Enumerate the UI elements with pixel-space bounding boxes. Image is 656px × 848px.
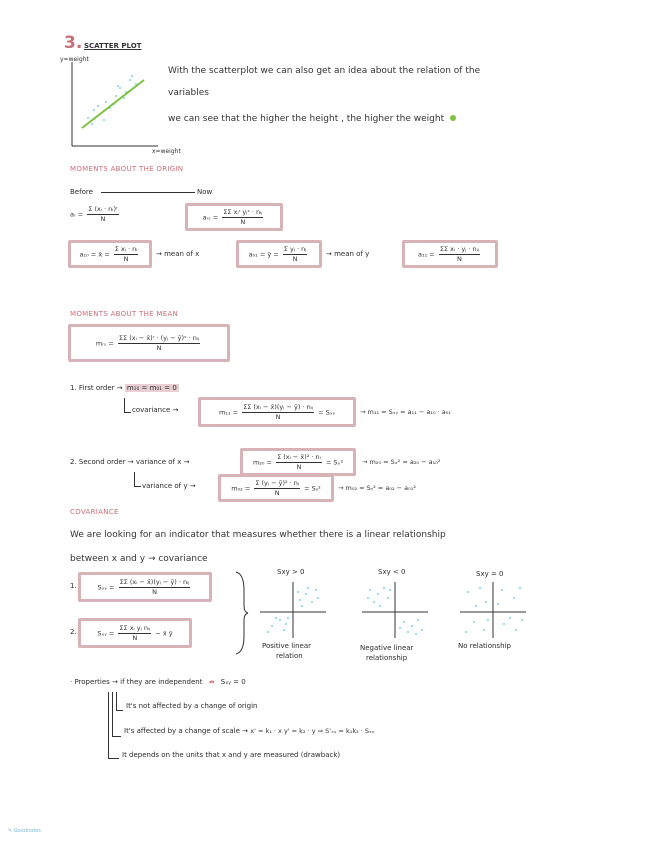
first-order-bracket (124, 398, 131, 413)
plot-positive (258, 580, 328, 640)
property-3: It depends on the units that x and y are measured (drawback) (122, 751, 341, 759)
m11-alt-formula: → m₁₁ = Sₓᵧ = a₁₁ − a₁₀ · a₀₁ (360, 408, 452, 416)
covariance-heading: COVARIANCE (70, 508, 119, 516)
plot-1-caption-2: relation (276, 652, 303, 660)
cov-formula-2-number: 2. (70, 628, 77, 636)
formula-m20-box: m₂₀ = $\frac{\text{Σ (xᵢ − x̄)² · nᵢ}}{N}$ = Sₓ² (240, 448, 356, 476)
plot-2-title: Sxy < 0 (378, 568, 406, 576)
goodnotes-logo-icon: ✎ (8, 828, 13, 834)
plot-1-caption-1: Positive linear (262, 642, 312, 650)
formula-a11-box: a₁₁ = $\frac{\text{ΣΣ xᵢ · yⱼ · nᵢⱼ}}{N}$ (402, 240, 498, 268)
property-2: It's affected by a change of scale → x' = k₁ · x y' = k₂ · y ⇒ S'ₓᵧ = k₁k₂ · Sₓᵧ (124, 727, 375, 735)
second-order-bracket (134, 472, 141, 487)
cov-formula-2-box: Sₓᵧ = $\frac{\text{ΣΣ xᵢ yⱼ nᵢⱼ}}{N}$ − x̄ ȳ (78, 618, 192, 648)
formula-m11-box: m₁₁ = $\frac{\text{ΣΣ (xᵢ − x̄)(yⱼ − ȳ) · nᵢⱼ}}{N}$ = Sₓᵧ (198, 397, 356, 427)
properties-line: · Properties → if they are independent ⇏ Sₓᵧ = 0 (70, 678, 246, 686)
plot-2-caption-2: relationship (366, 654, 408, 662)
variance-y-label: variance of y → (142, 482, 196, 490)
before-label: Before (70, 188, 93, 196)
plot-3-caption-1: No relationship (458, 642, 511, 650)
intro-line-3 (168, 114, 456, 124)
footer-badge (8, 828, 41, 834)
mean-x-label: → mean of x (156, 250, 200, 258)
m20-alt-formula: → m₂₀ = Sₓ² = a₂₀ − a₁₀² (362, 458, 441, 466)
mean-heading: MOMENTS ABOUT THE MEAN (70, 310, 179, 318)
mean-y-label: → mean of y (326, 250, 370, 258)
plot-negative (360, 580, 430, 640)
formula-mrs-box: mᵣₛ = $\frac{\text{ΣΣ (xᵢ − x̄)ʳ · (yⱼ − ȳ)ˢ · nᵢⱼ}}{N}$ (68, 324, 230, 362)
before-now-arrow (101, 192, 195, 193)
green-dot-icon (450, 115, 456, 121)
properties-bracket-3 (108, 692, 119, 759)
plot-3-title: Sxy = 0 (476, 570, 504, 578)
intro-line-2: variables (168, 88, 209, 98)
formula-a10-box: a₁₀ = x̄ = $\frac{\text{Σ xᵢ · nᵢ}}{N}$ (68, 240, 152, 268)
cov-formula-1-number: 1. (70, 582, 77, 590)
covariance-line-1: We are looking for an indicator that measures whether there is a linear relationship (70, 530, 446, 540)
x-axis-label: x=weight (152, 148, 181, 155)
plot-1-title: Sxy > 0 (277, 568, 305, 576)
curly-brace (234, 570, 250, 656)
intro-line-1: With the scatterplot we can also get an idea about the relation of the (168, 66, 481, 76)
regression-line (82, 80, 144, 128)
formula-ar: aᵣ = $\frac{\text{Σ (xᵢ · nᵢ)ʳ}}{N}$ (70, 205, 118, 223)
now-label: Now (197, 188, 213, 196)
footer-brand: Goodnotes (13, 828, 41, 834)
plot-none (458, 580, 528, 640)
first-order-label: 1. First order → m₁₀ = m₀₁ = 0 (70, 384, 177, 392)
implies-arrow-icon: ⇏ (208, 678, 215, 686)
second-order-label: 2. Second order → variance of x → (70, 458, 190, 466)
formula-ars-box: aᵣₛ = $\frac{\text{ΣΣ xᵢʳ yⱼˢ · nᵢⱼ}}{N}$ (185, 203, 283, 231)
origin-heading: MOMENTS ABOUT THE ORIGIN (70, 165, 184, 173)
intro-line-3-text: we can see that the higher the height , the higher the weight (168, 114, 445, 124)
section-number: 3. (64, 33, 83, 53)
cov-formula-1-box: Sₓᵧ = $\frac{\text{ΣΣ (xᵢ − x̄)(yⱼ − ȳ) · nᵢⱼ}}{N}$ (78, 572, 212, 602)
covariance-line-2: between x and y → covariance (70, 554, 208, 564)
covariance-label: covariance → (132, 406, 179, 414)
formula-m02-box: m₀₂ = $\frac{\text{Σ (yⱼ − ȳ)² · nⱼ}}{N}$ = Sᵧ² (218, 474, 334, 502)
formula-a01-box: a₀₁ = ȳ = $\frac{\text{Σ yⱼ · nⱼ}}{N}$ (236, 240, 322, 268)
first-order-eq: m₁₀ = m₀₁ = 0 (126, 384, 177, 392)
plot-2-caption-1: Negative linear (360, 644, 414, 652)
m02-alt-formula: → m₀₂ = Sᵧ² = a₀₂ − a₀₁² (338, 484, 416, 492)
property-1: It's not affected by a change of origin (126, 702, 258, 710)
y-axis-label: y=weight (60, 56, 89, 63)
section-title: SCATTER PLOT (84, 42, 142, 50)
